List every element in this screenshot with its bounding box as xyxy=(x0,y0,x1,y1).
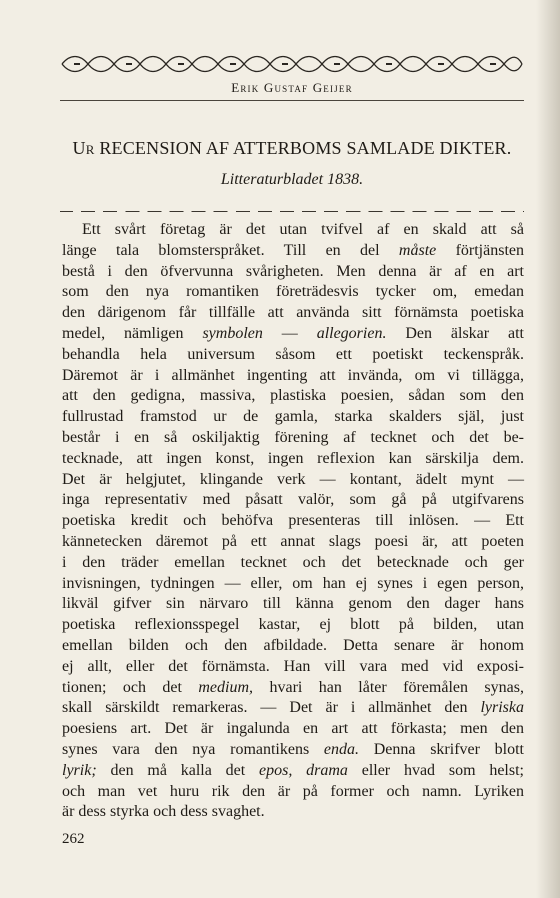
page-edge-shadow xyxy=(536,0,560,898)
text-line xyxy=(62,220,524,241)
italic-segment: måste xyxy=(398,241,437,259)
text-line xyxy=(62,615,524,636)
text-line xyxy=(62,386,524,407)
text-line xyxy=(62,366,524,387)
text-line xyxy=(62,532,524,553)
text-line xyxy=(62,303,524,324)
text-line xyxy=(62,678,524,699)
text-segment: synes vara den nya romantikens xyxy=(62,740,324,758)
text-segment: den därigenom får tillfälle att använda sitt förnämsta poetiska xyxy=(62,304,524,322)
text-line xyxy=(62,470,524,491)
text-line xyxy=(62,324,524,345)
text-segment: Den älskar att xyxy=(386,324,525,342)
chapter-title-main: RECENSION AF ATTERBOMS SAMLADE DIKTER. xyxy=(99,138,512,158)
text-line xyxy=(62,740,524,761)
text-segment: den må kalla det xyxy=(96,761,259,779)
text-segment: är dess styrka och dess svaghet. xyxy=(62,803,265,821)
text-line xyxy=(62,657,524,678)
text-line xyxy=(62,782,524,803)
chapter-title-prefix: Ur xyxy=(72,138,95,158)
text-line xyxy=(62,428,524,449)
text-segment: poesiens art. Det är ingalunda en art att förkasta; men den xyxy=(62,720,524,738)
text-line xyxy=(62,490,524,511)
text-segment: eller hvad som helst; xyxy=(347,761,524,779)
dashed-separator xyxy=(60,211,524,212)
text-segment: i den träder emellan tecknet och det betecknade och ger xyxy=(62,553,524,571)
text-segment: kännetecken däremot på ett annat slags poesi är, att poeten xyxy=(62,532,524,550)
italic-segment: medium, xyxy=(198,678,254,696)
text-line xyxy=(62,761,524,782)
text-segment: emellan bilden och den afbildade. Detta senare är honom xyxy=(62,636,524,654)
text-line xyxy=(62,449,524,470)
header-rule xyxy=(60,100,524,101)
text-segment: tecknade, att ingen konst, ingen reflexion kan särskilja dem. xyxy=(62,449,524,467)
italic-segment: lyriska xyxy=(480,699,524,717)
text-segment: Denna skrifver blott xyxy=(359,740,524,758)
text-segment: förtjänsten xyxy=(436,241,524,259)
text-segment: Ett svårt företag är det utan tvifvel af en skald att så xyxy=(82,221,524,238)
text-line xyxy=(62,282,524,303)
text-line xyxy=(62,594,524,615)
italic-segment: symbolen xyxy=(202,324,263,342)
running-head: Erik Gustaf Geijer xyxy=(231,80,353,95)
italic-segment: enda. xyxy=(323,740,360,758)
text-segment: inga representativ med påsatt valör, som gå på utgifvarens xyxy=(62,491,524,509)
text-segment: hvari han låter föremålen synas, xyxy=(253,678,524,696)
text-line xyxy=(62,511,524,532)
text-line xyxy=(62,345,524,366)
text-line xyxy=(62,241,524,262)
italic-segment: lyrik; xyxy=(62,761,97,779)
text-segment: fullrustad framstod ur de gamla, starka skalders själ, just xyxy=(62,408,524,426)
text-segment: medel, nämligen xyxy=(62,324,203,342)
text-line xyxy=(62,719,524,740)
decorative-ornament-band xyxy=(60,52,524,76)
text-segment: att den gedigna, massiva, plastiska poesien, sådan som den xyxy=(62,387,524,405)
text-line xyxy=(62,407,524,428)
text-line xyxy=(62,698,524,719)
text-segment: skall särskildt remarkeras. — Det är i allmänhet den xyxy=(62,699,481,717)
text-segment: och man vet huru rik den är på former och namn. Lyriken xyxy=(62,782,524,800)
text-segment: bestå i den öfvervunna svårigheten. Men denna är af en art xyxy=(62,262,524,280)
body-text xyxy=(62,220,524,823)
text-segment: Däremot är i allmänhet ingenting att invända, om vi tillägga, xyxy=(62,366,524,384)
page-number: 262 xyxy=(62,831,85,847)
text-segment: behandla hela universum såsom ett poetiskt teckenspråk. xyxy=(62,345,524,363)
text-segment: Det är helgjutet, klingande verk — kontant, ädelt mynt — xyxy=(62,470,524,488)
chapter-subtitle: Litteraturbladet 1838. xyxy=(220,171,364,188)
text-segment: som den nya romantiken företrädesvis tycker om, emedan xyxy=(62,283,524,301)
italic-segment: allegorien. xyxy=(316,324,387,342)
chapter-title xyxy=(60,138,524,159)
text-segment: länge tala blomsterspråket. Till en del xyxy=(62,241,399,259)
text-line xyxy=(62,636,524,657)
text-segment: — xyxy=(262,324,317,342)
italic-segment: epos, drama xyxy=(258,761,348,779)
text-segment: poetiska reflexionsspegel kastar, ej blott på bilden, utan xyxy=(62,616,524,634)
text-line xyxy=(62,574,524,595)
text-segment: poetiska kredit och behöfva presenteras till inlösen. — Ett xyxy=(62,512,524,530)
text-segment: invisningen, tydningen — eller, om han ej synes i egen person, xyxy=(62,574,524,592)
text-segment: består i en så oskiljaktig förening af tecknet och det be- xyxy=(62,428,524,446)
text-line xyxy=(62,262,524,283)
text-line xyxy=(62,553,524,574)
text-segment: likväl gifver sin närvaro till känna genom den dager hans xyxy=(62,595,524,613)
text-segment: tionen; och det xyxy=(62,678,199,696)
text-segment: ej allt, eller det förnämsta. Han vill vara med vid exposi- xyxy=(62,657,524,675)
text-line xyxy=(62,802,524,823)
